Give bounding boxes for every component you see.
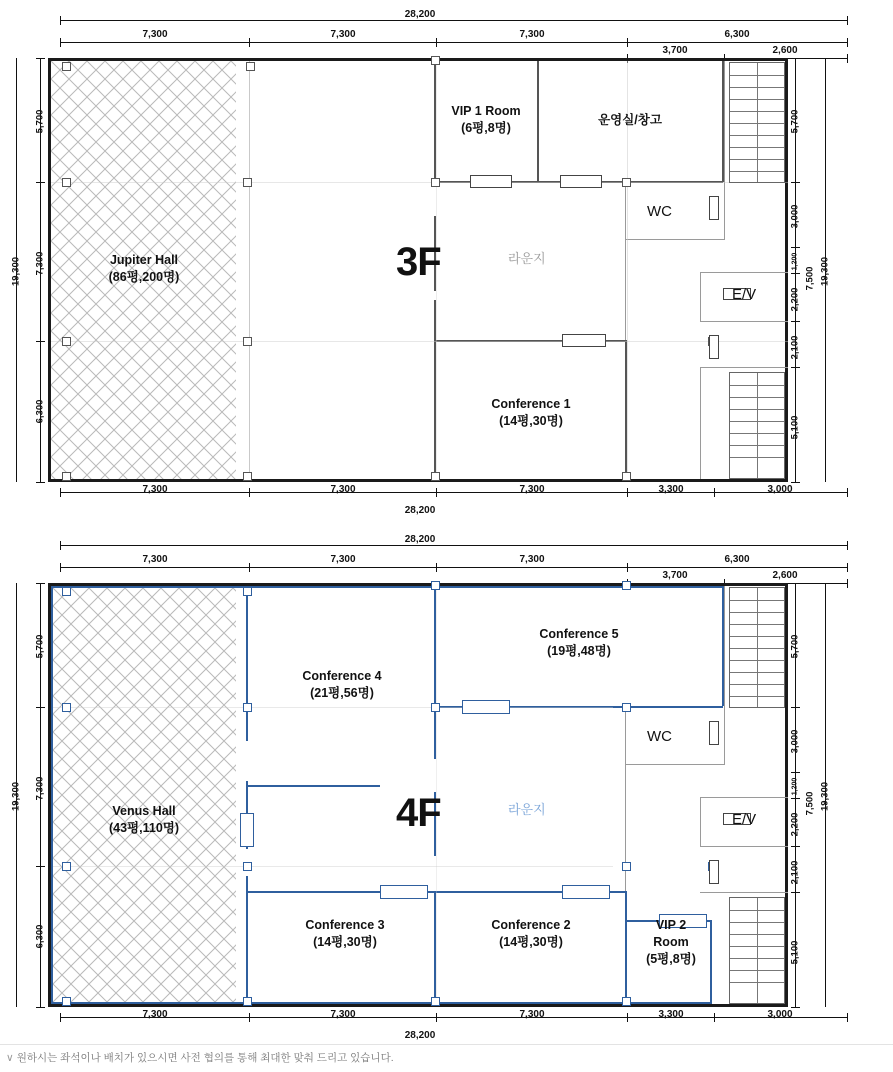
tick-s43 (627, 563, 628, 572)
tick-bb0 (60, 1013, 61, 1022)
room-label-conference-1 (474, 396, 588, 430)
dim-right-mid-total-3f: 7,500 (804, 266, 816, 291)
tick-r40 (791, 583, 800, 584)
dim-left-span-2-4f: 7,300 (34, 776, 46, 801)
tick-s40 (60, 563, 61, 572)
dim-top-span-2-3f: 7,300 (330, 29, 356, 40)
room-capacity: (19평,48명) (547, 643, 611, 658)
door-corridor-4f (709, 860, 719, 884)
partition-v-stair-top-4f (724, 586, 725, 708)
partition-v-ev-3f (700, 272, 701, 322)
dim-left-span-3-3f: 6,300 (34, 399, 46, 424)
partition-v-wc-4f (724, 708, 725, 765)
dim-right-total-3f: 19,300 (819, 256, 831, 287)
partition-h-stair-4f (700, 892, 788, 893)
column-mark (431, 472, 440, 481)
dim-bottom-span-3-3f: 7,300 (519, 484, 545, 495)
door-vip1-3f (470, 175, 512, 188)
dim-top-sub-1-3f: 3,700 (662, 45, 688, 56)
dim-right-span-6-3f: 5,100 (789, 415, 801, 440)
footnote-text: 원하시는 좌석이나 배치가 있으시면 사전 협의를 통해 최대한 맞춰 드리고 있습니다. (16, 1052, 394, 1064)
column-mark (62, 703, 71, 712)
room-name: Jupiter Hall (109, 253, 179, 267)
dim-bottom-span-4-3f: 3,300 (658, 484, 684, 495)
partition-h-wc-4f (625, 764, 725, 765)
room-label-jupiter-hall (88, 252, 200, 286)
stairs-bottom-3f (729, 372, 785, 479)
dim-top-span-2-4f: 7,300 (330, 554, 356, 565)
tick-b5 (847, 488, 848, 497)
dim-top-span-3-3f: 7,300 (519, 29, 545, 40)
tick-sub42 (847, 579, 848, 588)
door-conf5-4f (462, 700, 510, 714)
room-label-ops-storage (575, 112, 685, 129)
column-mark (622, 581, 631, 590)
tick-s42 (436, 563, 437, 572)
column-mark (622, 472, 631, 481)
blue-boundary-bottom-4f (51, 1002, 711, 1004)
partition-h-ev2-3f (700, 321, 788, 322)
tick-a (60, 16, 61, 25)
dim-right-span-2-4f: 3,000 (789, 729, 801, 754)
column-mark (431, 703, 440, 712)
partition-v-stair-3f (700, 367, 701, 479)
dim-right-span-4-3f: 2,200 (789, 287, 801, 312)
partition-v-stair-top-3f (724, 61, 725, 183)
footnote (6, 1050, 394, 1065)
floor-label-4f: 4F (396, 791, 441, 835)
column-mark (62, 997, 71, 1006)
room-name: Venus Hall (112, 804, 176, 818)
stairs-top-3f (729, 62, 785, 183)
tick-bb4 (714, 1013, 715, 1022)
room-name: Conference 3 (305, 918, 385, 932)
dim-top-sub-2-3f: 2,600 (772, 45, 798, 56)
partition-h-ev-3f (700, 272, 788, 273)
partition-h-ev2-4f (700, 846, 788, 847)
dim-line-top-spans-4f (60, 567, 847, 568)
room-name: Conference 1 (491, 397, 571, 411)
dim-bottom-span-3-4f: 7,300 (519, 1009, 545, 1020)
tick-r46 (791, 1007, 800, 1008)
dim-right-span-5-4f: 2,100 (789, 860, 801, 885)
column-mark (243, 178, 252, 187)
dim-right-span-2-3f: 3,000 (789, 204, 801, 229)
dim-right-span-1-4f: 5,700 (789, 634, 801, 659)
dim-top-sub-2-4f: 2,600 (772, 570, 798, 581)
stairs-bottom-4f (729, 897, 785, 1004)
wall-right-3f (785, 58, 788, 482)
partition-h-wc-3f (625, 239, 725, 240)
dim-bottom-span-5-3f: 3,000 (767, 484, 793, 495)
column-mark (243, 472, 252, 481)
room-label-conference-5 (522, 626, 636, 660)
dim-left-total-4f: 19,300 (10, 781, 22, 812)
column-mark (622, 178, 631, 187)
tick-b3 (627, 488, 628, 497)
tick-r41 (791, 707, 800, 708)
tick-s41 (249, 563, 250, 572)
dim-top-sub-1-4f: 3,700 (662, 570, 688, 581)
dim-line-top-spans-3f (60, 42, 847, 43)
dim-top-span-1-4f: 7,300 (142, 554, 168, 565)
lounge-label-4f: 라운지 (508, 802, 546, 817)
dim-right-total-4f: 19,300 (819, 781, 831, 812)
partition-h-ev-4f (700, 797, 788, 798)
column-mark (431, 997, 440, 1006)
floor-plan-4f (0, 528, 893, 1048)
column-mark (62, 472, 71, 481)
partition-v-ev-4f (700, 797, 701, 847)
dim-left-span-1-4f: 5,700 (34, 634, 46, 659)
tick-l2 (36, 341, 45, 342)
ev-label-4f: E/V (732, 811, 757, 828)
ev-label-3f: E/V (732, 286, 757, 303)
room-capacity: (6평,8명) (461, 120, 511, 135)
tick-bb3 (627, 1013, 628, 1022)
room-name-line2: Room (653, 934, 689, 949)
room-label-venus-hall (88, 803, 200, 837)
tick-sub2 (847, 54, 848, 63)
partition-h-stair-3f (700, 367, 788, 368)
column-mark (243, 862, 252, 871)
tick-l41 (36, 707, 45, 708)
door-ops-3f (560, 175, 602, 188)
column-mark (622, 997, 631, 1006)
tick-b1 (249, 488, 250, 497)
dim-bottom-span-4-4f: 3,300 (658, 1009, 684, 1020)
column-mark (243, 997, 252, 1006)
room-name: Conference 5 (539, 627, 619, 641)
room-name: VIP 1 Room (451, 104, 521, 118)
door-venus-4f (240, 813, 254, 847)
dim-right-span-4-4f: 2,200 (789, 812, 801, 837)
room-capacity: (21평,56명) (310, 685, 374, 700)
tick-s44 (847, 563, 848, 572)
dim-bottom-span-2-4f: 7,300 (330, 1009, 356, 1020)
door-wc-4f (709, 721, 719, 745)
tick-l3 (36, 482, 45, 483)
partition-v-wc-3f (724, 183, 725, 240)
dim-line-top-total-3f (60, 20, 847, 21)
dim-bottom-total-3f: 28,200 (404, 505, 436, 516)
wc-label-3f: WC (647, 203, 672, 220)
dim-top-span-4-3f: 6,300 (724, 29, 750, 40)
tick-b0 (60, 488, 61, 497)
door-conf3-4f (380, 885, 428, 899)
column-mark (622, 862, 631, 871)
room-capacity: (14평,30명) (313, 934, 377, 949)
dim-bottom-span-1-3f: 7,300 (142, 484, 168, 495)
room-label-vip1 (430, 103, 542, 137)
tick-l1 (36, 182, 45, 183)
grid-h-1-3f (51, 182, 788, 183)
grid-v-1-3f (249, 61, 250, 479)
tick-b4t (847, 541, 848, 550)
dim-left-span-3-4f: 6,300 (34, 924, 46, 949)
room-name: Conference 4 (302, 669, 382, 683)
column-mark (62, 862, 71, 871)
partition-v-venus-4f (246, 586, 248, 741)
chevron-down-icon: ∨ (6, 1052, 14, 1064)
room-capacity: (86평,200명) (108, 269, 180, 284)
column-mark (431, 581, 440, 590)
dim-right-span-6-4f: 5,100 (789, 940, 801, 965)
column-mark (431, 56, 440, 65)
floor-label-3f: 3F (396, 240, 441, 284)
room-name: 운영실/창고 (598, 113, 662, 127)
partition-v-venus3-4f (246, 876, 248, 1002)
room-label-conference-2 (474, 917, 588, 951)
column-mark (62, 337, 71, 346)
dim-right-span-3-3f: 1,200 (791, 252, 799, 271)
column-mark (62, 178, 71, 187)
grid-h-2-4f (53, 866, 613, 867)
wc-label-4f: WC (647, 728, 672, 745)
tick-s1 (249, 38, 250, 47)
tick-r6 (791, 482, 800, 483)
dim-left-total-3f: 19,300 (10, 256, 22, 287)
wall-right-4f (785, 583, 788, 1007)
tick-bb2 (436, 1013, 437, 1022)
dim-bottom-span-5-4f: 3,000 (767, 1009, 793, 1020)
tick-bb1 (249, 1013, 250, 1022)
tick-l43 (36, 1007, 45, 1008)
room-label-conference-3 (288, 917, 402, 951)
grid-h-1-4f (53, 707, 613, 708)
dim-bottom-span-1-4f: 7,300 (142, 1009, 168, 1020)
column-mark (243, 337, 252, 346)
partition-v-vip2-4f (625, 891, 627, 1002)
dim-line-top-total-4f (60, 545, 847, 546)
column-mark (622, 703, 631, 712)
stairs-top-4f (729, 587, 785, 708)
dim-bottom-total-4f: 28,200 (404, 1030, 436, 1041)
room-label-conference-4 (285, 668, 399, 702)
room-name: Conference 2 (491, 918, 571, 932)
tick-a4 (60, 541, 61, 550)
tick-l40 (36, 583, 45, 584)
room-capacity: (14평,30명) (499, 934, 563, 949)
column-mark (246, 62, 255, 71)
column-mark (243, 703, 252, 712)
dim-top-total-3f: 28,200 (404, 9, 436, 20)
dim-right-span-1-3f: 5,700 (789, 109, 801, 134)
tick-s3 (627, 38, 628, 47)
column-mark (62, 62, 71, 71)
partition-v-corridor-3f (625, 183, 626, 340)
tick-r1 (791, 182, 800, 183)
dim-right-span-5-3f: 2,100 (789, 335, 801, 360)
grid-h-2-3f (51, 341, 788, 342)
tick-b (847, 16, 848, 25)
column-mark (431, 178, 440, 187)
wall-bottom-4f (48, 1004, 788, 1007)
room-name: VIP 2 (655, 918, 687, 932)
door-wc-3f (709, 196, 719, 220)
room-capacity: (43평,110명) (108, 820, 180, 835)
dim-top-span-3-4f: 7,300 (519, 554, 545, 565)
lounge-label-3f: 라운지 (508, 251, 546, 266)
dim-top-span-4-4f: 6,300 (724, 554, 750, 565)
tick-r0 (791, 58, 800, 59)
dim-right-span-3-4f: 1,200 (791, 777, 799, 796)
wall-bottom-3f (48, 479, 788, 482)
dim-left-span-1-3f: 5,700 (34, 109, 46, 134)
column-mark (243, 587, 252, 596)
tick-s2 (436, 38, 437, 47)
partition-h-conf4-venus-4f (248, 785, 380, 787)
door-conf2-4f (562, 885, 610, 899)
dim-top-total-4f: 28,200 (404, 534, 436, 545)
venus-hall-area (53, 588, 236, 1002)
tick-s0 (60, 38, 61, 47)
tick-s4 (847, 38, 848, 47)
dim-top-span-1-3f: 7,300 (142, 29, 168, 40)
dim-bottom-span-2-3f: 7,300 (330, 484, 356, 495)
dim-left-span-2-3f: 7,300 (34, 251, 46, 276)
tick-b4 (714, 488, 715, 497)
dim-right-mid-total-4f: 7,500 (804, 791, 816, 816)
footer-divider (0, 1044, 893, 1045)
door-corridor-3f (709, 335, 719, 359)
room-capacity: (5평,8명) (646, 951, 696, 966)
tick-l0 (36, 58, 45, 59)
room-label-vip2 (630, 917, 712, 968)
tick-l42 (36, 866, 45, 867)
tick-bb5 (847, 1013, 848, 1022)
floor-plan-3f (0, 0, 893, 528)
column-mark (62, 587, 71, 596)
tick-b2 (436, 488, 437, 497)
room-capacity: (14평,30명) (499, 413, 563, 428)
door-conf1-3f (562, 334, 606, 347)
